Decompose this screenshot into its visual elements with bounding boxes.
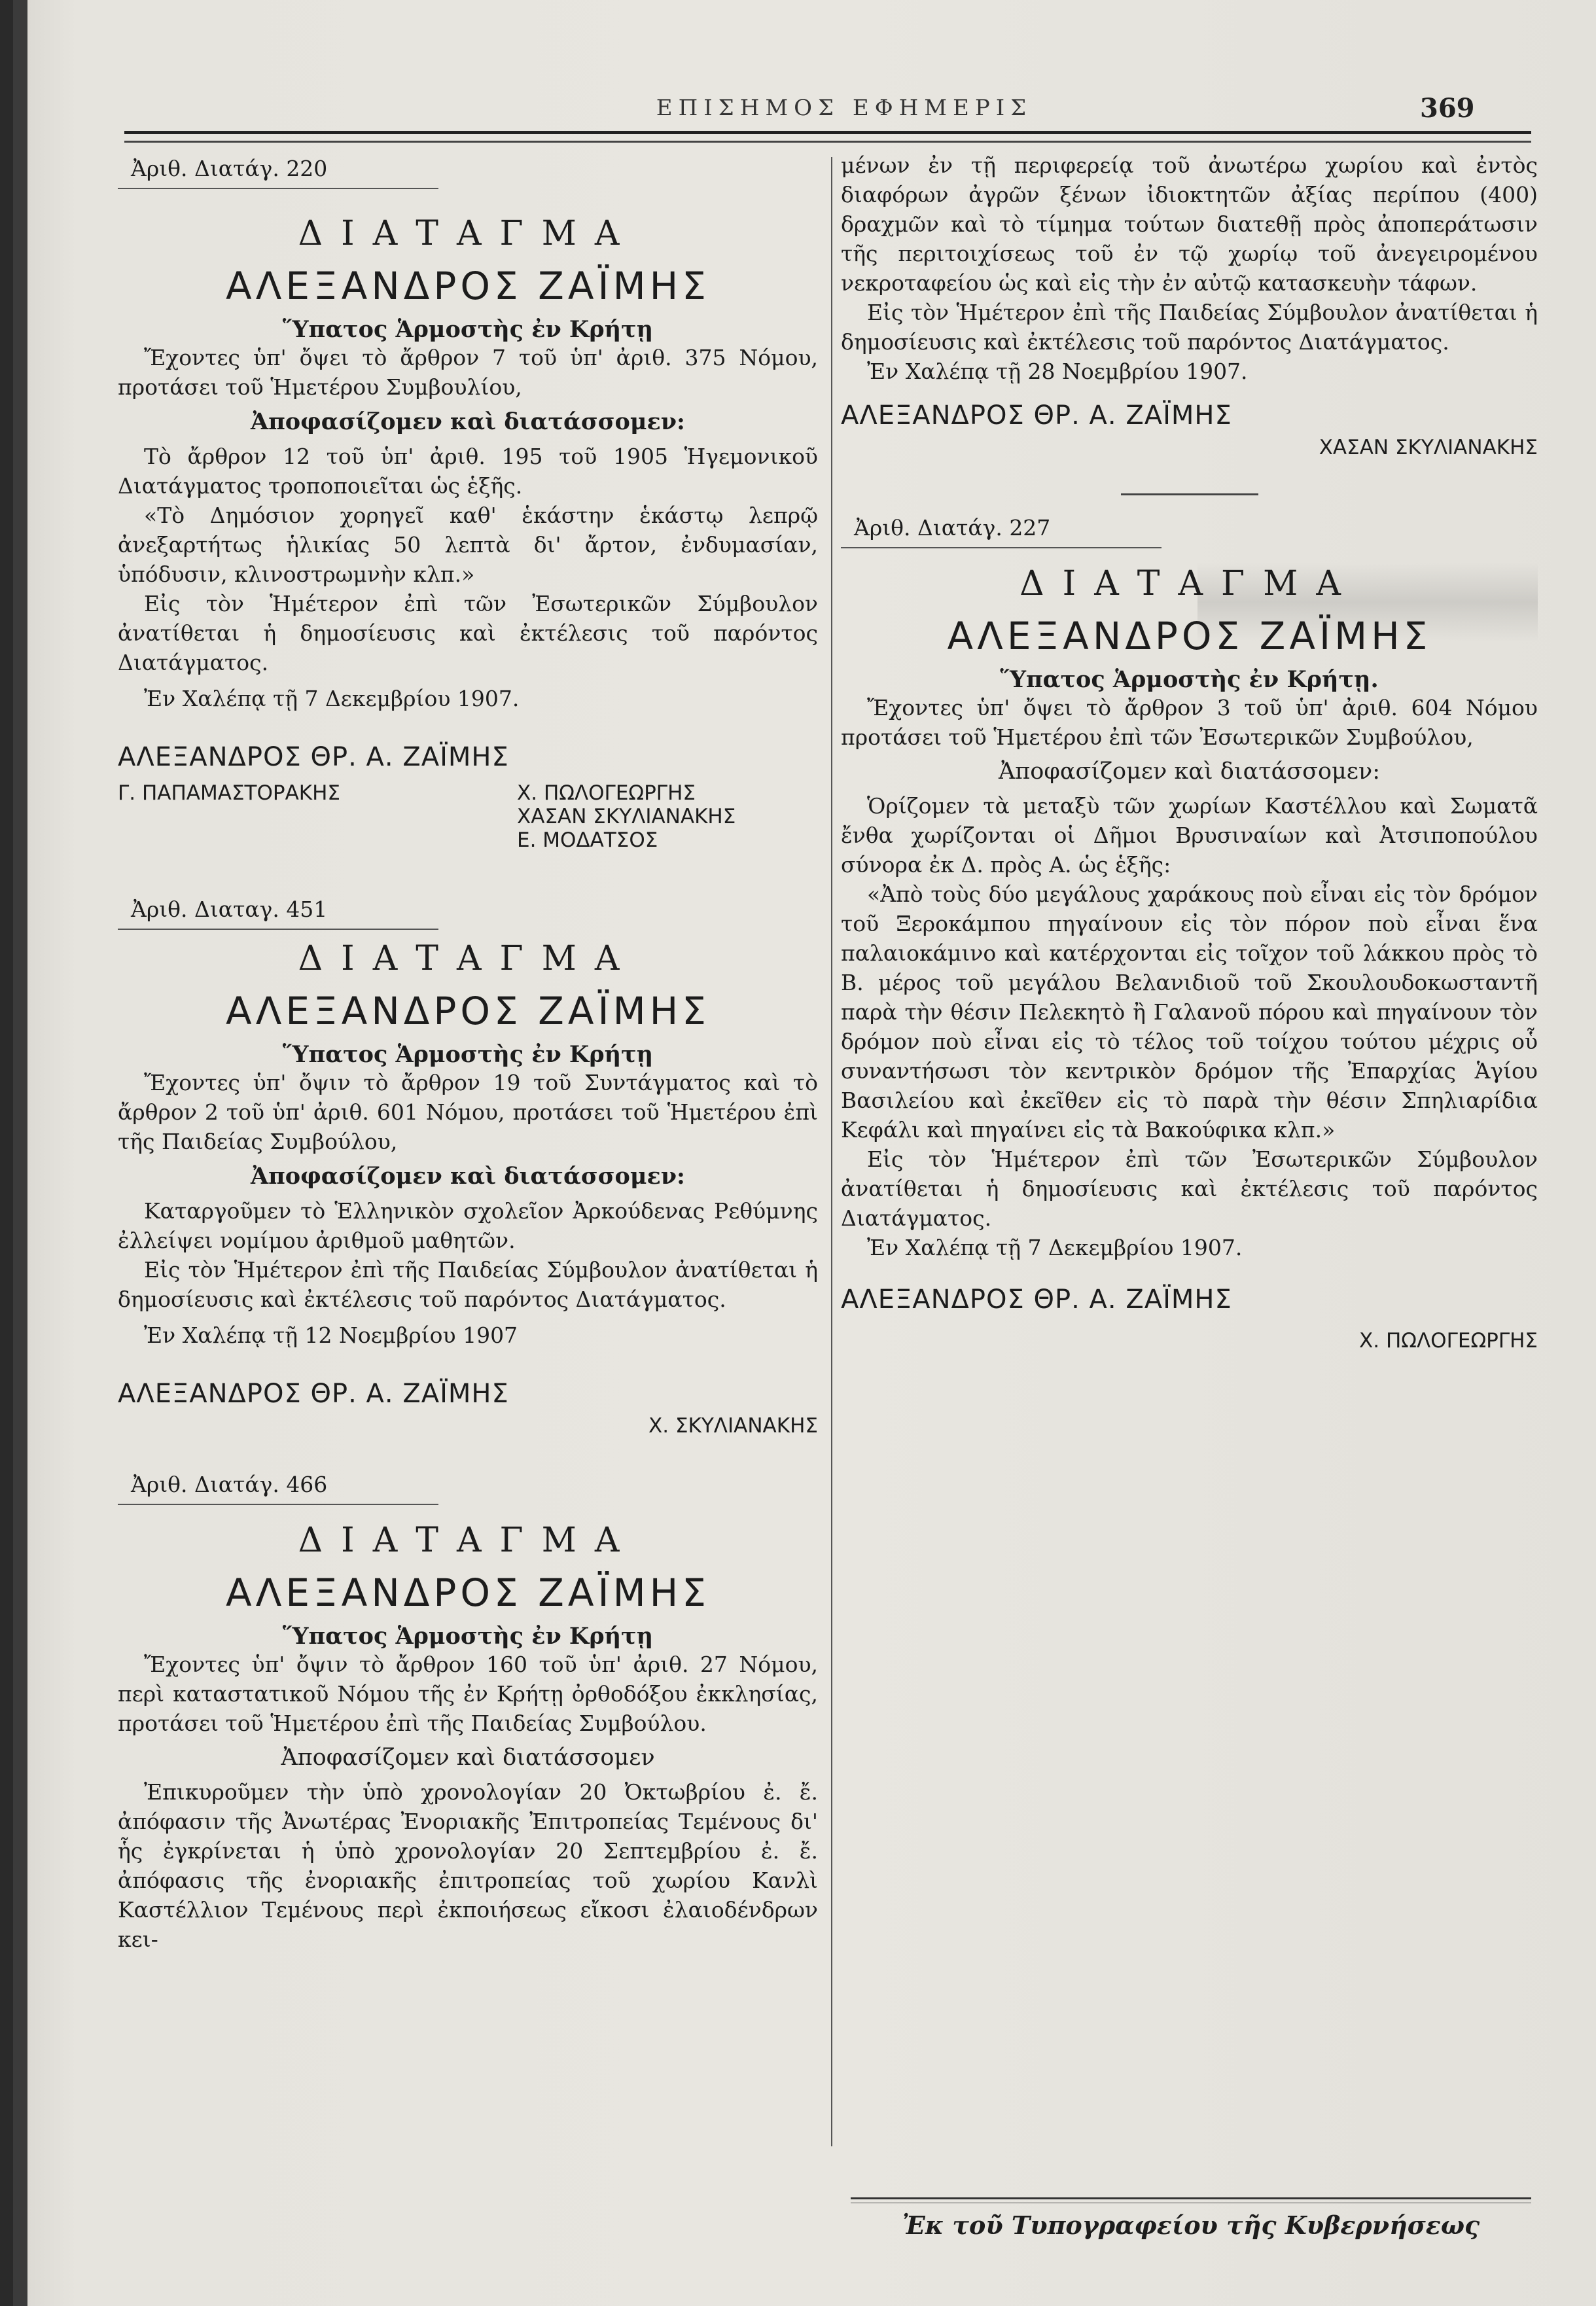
cosigner: Γ. ΠΑΠΑΜΑΣΤΟΡΑΚΗΣ <box>118 781 341 805</box>
signature: ΑΛΕΞΑΝΔΡΟΣ ΘΡ. Α. ΖΑΪΜΗΣ <box>841 400 1232 431</box>
decree-paragraph: Ἔχοντες ὑπ' ὄψει τὸ ἄρθρον 7 τοῦ ὑπ' ἀριθ. 375 Νόμου, προτάσει τοῦ Ἡμετέρου Συμβουλίου, <box>118 345 818 400</box>
printer-imprint: Ἐκ τοῦ Τυπογραφείου τῆς Κυβερνήσεως <box>902 2210 1480 2240</box>
decree-date: Ἐν Χαλέπᾳ τῇ 12 Νοεμβρίου 1907 <box>144 1322 518 1348</box>
left-column <box>118 151 818 1954</box>
decree-paragraph: Εἰς τὸν Ἡμέτερον ἐπὶ τῶν Ἐσωτερικῶν Σύμβουλον ἀνατίθεται ἡ δημοσίευσις καὶ ἐκτέλεσις τοῦ παρόντος Διατάγματος. <box>841 1146 1538 1231</box>
scan-edge <box>13 0 27 2306</box>
decree-paragraph: μένων ἐν τῇ περιφερείᾳ τοῦ ἀνωτέρω χωρίου καὶ ἐντὸς διαφόρων ἀγρῶν ξένων ἰδιοκτητῶν ἀξίας περίπου (400) δραχμῶν καὶ τὸ τίμημα τούτων διατεθῇ πρὸς ἀποπεράτωσιν τῆς περιτοιχίσεως τοῦ ἐν τῷ χωρίῳ τοῦ ἀνεγειρομένου νεκροταφείου ὡς καὶ εἰς τὴν ἐν αὐτῷ κατασκευὴν τάφων. <box>841 152 1538 296</box>
decree-paragraph: Εἰς τὸν Ἡμέτερον ἐπὶ τῆς Παιδείας Σύμβουλον ἀνατίθεται ἡ δημοσίευσις καὶ ἐκτέλεσις τοῦ παρόντος Διατάγματος. <box>118 1257 818 1312</box>
decree-paragraph: Ἔχοντες ὑπ' ὄψιν τὸ ἄρθρον 160 τοῦ ὑπ' ἀριθ. 27 Νόμου, περὶ καταστατικοῦ Νόμου τῆς ἐν Κρήτῃ ὀρθοδόξου ἐκκλησίας, προτάσει τοῦ Ἡμετέρου ἐπὶ τῆς Παιδείας Συμβούλου. <box>118 1652 818 1736</box>
decree-title: ΔΙΑΤΑΓΜΑ <box>298 1521 638 1560</box>
gazette-title: ΕΠΙΣΗΜΟΣ ΕΦΗΜΕΡΙΣ <box>656 95 1033 121</box>
decree-number: Ἀριθ. Διαταγ. 451 <box>118 891 438 930</box>
decree-title: ΔΙΑΤΑΓΜΑ <box>1020 564 1359 603</box>
decree-heading: Ἀποφασίζομεν καὶ διατάσσομεν: <box>251 1163 685 1190</box>
signature: ΑΛΕΞΑΝΔΡΟΣ ΘΡ. Α. ΖΑΪΜΗΣ <box>118 1379 509 1409</box>
issuer-name: ΑΛΕΞΑΝΔΡΟΣ ΖΑΪΜΗΣ <box>226 1570 710 1615</box>
cosigner: ΧΑΣΑΝ ΣΚΥΛΙΑΝΑΚΗΣ <box>517 805 736 828</box>
decree-paragraph: Ἔχοντες ὑπ' ὄψει τὸ ἄρθρον 3 τοῦ ὑπ' ἀριθ. 604 Νόμου προτάσει τοῦ Ἡμετέρου ἐπὶ τῶν Ἐσωτερικῶν Συμβούλου, <box>841 695 1538 750</box>
right-column <box>841 151 1538 1353</box>
issuer-role: Ὕπατος Ἁρμοστὴς ἐν Κρήτῃ <box>282 1041 654 1068</box>
decree-title: ΔΙΑΤΑΓΜΑ <box>298 939 638 978</box>
decree-continuation <box>841 151 1538 495</box>
decree-227 <box>841 510 1538 1353</box>
decree-220 <box>118 151 818 852</box>
decree-paragraph: Ἐπικυροῦμεν τὴν ὑπὸ χρονολογίαν 20 Ὀκτωβρίου ἐ. ἔ. ἀπόφασιν τῆς Ἀνωτέρας Ἐνοριακῆς Ἐπιτροπείας Τεμένους δι' ἧς ἐγκρίνεται ἡ ὑπὸ χρονολογίαν 20 Σεπτεμβρίου ἐ. ἔ. ἀπόφασις τῆς ἐνοριακῆς ἐπιτροπείας τοῦ χωρίου Κανλὶ Καστέλλιον Τεμένους περὶ ἐκποιήσεως εἴκοσι ἐλαιοδένδρων κει- <box>118 1779 818 1952</box>
issuer-role: Ὕπατος Ἁρμοστὴς ἐν Κρήτῃ <box>282 1623 654 1650</box>
issuer-name: ΑΛΕΞΑΝΔΡΟΣ ΖΑΪΜΗΣ <box>947 614 1432 658</box>
gazette-page <box>13 0 1596 2306</box>
decree-date: Ἐν Χαλέπᾳ τῇ 7 Δεκεμβρίου 1907. <box>867 1235 1243 1260</box>
decree-number: Ἀριθ. Διατάγ. 466 <box>118 1466 438 1505</box>
issuer-role: Ὕπατος Ἁρμοστὴς ἐν Κρήτῃ <box>282 316 654 343</box>
cosigner: Χ. ΣΚΥΛΙΑΝΑΚΗΣ <box>648 1414 818 1438</box>
decree-number: Ἀριθ. Διατάγ. 227 <box>841 510 1162 548</box>
cosigner: ΧΑΣΑΝ ΣΚΥΛΙΑΝΑΚΗΣ <box>1319 436 1538 459</box>
decree-paragraph: Εἰς τὸν Ἡμέτερον ἐπὶ τῆς Παιδείας Σύμβουλον ἀνατίθεται ἡ δημοσίευσις καὶ ἐκτέλεσις τοῦ παρόντος Διατάγματος. <box>841 300 1538 355</box>
decree-451 <box>118 891 818 1438</box>
decree-466 <box>118 1466 818 1954</box>
decree-heading: Ἀποφασίζομεν καὶ διατάσσομεν <box>281 1745 655 1771</box>
cosigner: Ε. ΜΟΔΑΤΣΟΣ <box>517 828 658 852</box>
cosigner-group <box>517 781 818 852</box>
issuer-role: Ὕπατος Ἁρμοστὴς ἐν Κρήτῃ. <box>1000 666 1379 693</box>
issuer-name: ΑΛΕΞΑΝΔΡΟΣ ΖΑΪΜΗΣ <box>226 989 710 1033</box>
decree-date: Ἐν Χαλέπᾳ τῇ 7 Δεκεμβρίου 1907. <box>144 686 520 711</box>
decree-paragraph: «Τὸ Δημόσιον χορηγεῖ καθ' ἑκάστην ἑκάστῳ λεπρῷ ἀνεξαρτήτως ἡλικίας 50 λεπτὰ δι' ἄρτον, ἐνδυμασίαν, ὑπόδυσιν, κλινοστρωμνὴν κλπ.» <box>118 503 818 587</box>
page-number: 369 <box>1420 93 1475 124</box>
decree-paragraph: Τὸ ἄρθρον 12 τοῦ ὑπ' ἀριθ. 195 τοῦ 1905 Ἡγεμονικοῦ Διατάγματος τροποποιεῖται ὡς ἑξῆς. <box>118 444 818 499</box>
decree-paragraph: Εἰς τὸν Ἡμέτερον ἐπὶ τῶν Ἐσωτερικῶν Σύμβουλον ἀνατίθεται ἡ δημοσίευσις καὶ ἐκτέλεσις τοῦ παρόντος Διατάγματος. <box>118 591 818 675</box>
decree-heading: Ἀποφασίζομεν καὶ διατάσσομεν: <box>998 758 1381 785</box>
decree-heading: Ἀποφασίζομεν καὶ διατάσσομεν: <box>251 408 685 435</box>
signature: ΑΛΕΞΑΝΔΡΟΣ ΘΡ. Α. ΖΑΪΜΗΣ <box>118 742 509 772</box>
footer-rule <box>851 2197 1531 2199</box>
decree-number: Ἀριθ. Διατάγ. 220 <box>118 151 438 189</box>
decree-paragraph: Καταργοῦμεν τὸ Ἑλληνικὸν σχολεῖον Ἀρκούδενας Ρεθύμνης ἐλλείψει νομίμου ἀριθμοῦ μαθητῶν. <box>118 1198 818 1253</box>
decree-title: ΔΙΑΤΑΓΜΑ <box>298 214 638 253</box>
decree-paragraph: «Ἀπὸ τοὺς δύο μεγάλους χαράκους ποὺ εἶναι εἰς τὸν δρόμον τοῦ Ξεροκάμπου πηγαίνουν εἰς τὸν πόρον ποὺ εἶναι ἕνα παλαιοκάμινο καὶ κατέρχονται εἰς τοῖχον τοῦ λάκκου πρὸς τὸ Β. μέρος τοῦ μεγάλου Βελανιδιοῦ τοῦ Σκουλουδοκωσταντῆ παρὰ τὴν θέσιν Πελεκητὸ ἢ Γαλανοῦ πόρου καὶ πηγαίνουν τὸν δρόμον ποὺ εἶναι εἰς τὸ τέλος τοῦ τοίχου τούτου μέχρις οὗ συναντήσωσι τὸν κεντρικὸν δρόμον τῆς Ἐπαρχίας Ἁγίου Βασιλείου καὶ ἐκεῖθεν εἰς τὸ παρὰ τὴν θέσιν Σπηλιαρίδια Κεφάλι καὶ πηγαίνει εἰς τὰ Βακούφικα κλπ.» <box>841 881 1538 1143</box>
header-rule <box>124 131 1531 143</box>
decree-date: Ἐν Χαλέπᾳ τῇ 28 Νοεμβρίου 1907. <box>867 359 1248 384</box>
cosigner: Χ. ΠΩΛΟΓΕΩΡΓΗΣ <box>517 781 696 805</box>
decree-paragraph: Ὁρίζομεν τὰ μεταξὺ τῶν χωρίων Καστέλλου καὶ Σωματᾶ ἔνθα χωρίζονται οἱ Δῆμοι Βρυσιναίων καὶ Ἀτσιποπούλου σύνορα ἐκ Δ. πρὸς Α. ὡς ἑξῆς: <box>841 793 1538 878</box>
cosigners <box>118 781 818 852</box>
signature: ΑΛΕΞΑΝΔΡΟΣ ΘΡ. Α. ΖΑΪΜΗΣ <box>841 1285 1232 1315</box>
decree-paragraph: Ἔχοντες ὑπ' ὄψιν τὸ ἄρθρον 19 τοῦ Συντάγματος καὶ τὸ ἄρθρον 2 τοῦ ὑπ' ἀριθ. 601 Νόμου, προτάσει τοῦ Ἡμετέρου ἐπὶ τῆς Παιδείας Συμβούλου, <box>118 1070 818 1154</box>
section-rule <box>1121 493 1258 495</box>
cosigner: Χ. ΠΩΛΟΓΕΩΡΓΗΣ <box>1359 1329 1538 1353</box>
issuer-name: ΑΛΕΞΑΝΔΡΟΣ ΖΑΪΜΗΣ <box>226 264 710 308</box>
column-divider <box>831 157 832 2146</box>
